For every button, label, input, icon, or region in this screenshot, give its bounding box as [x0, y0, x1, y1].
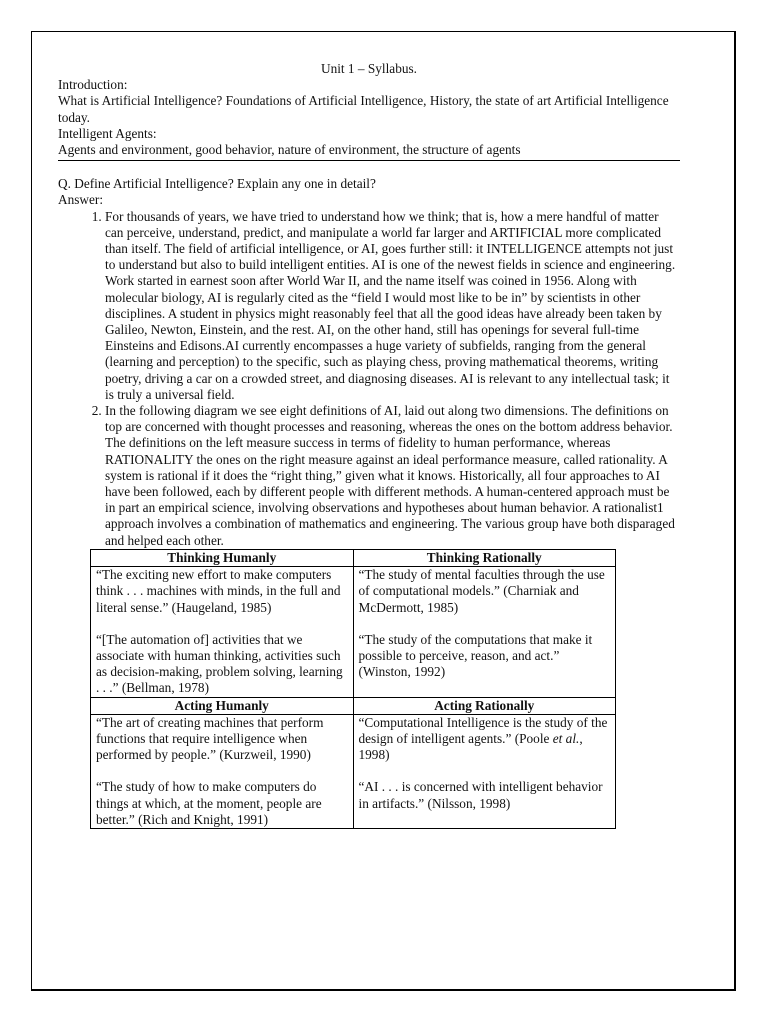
header-acting-humanly: Acting Humanly	[91, 697, 354, 714]
quote-poole-et-al: et al.	[552, 730, 580, 746]
document-content	[58, 61, 680, 829]
table-row-acting	[91, 714, 616, 828]
quote-poole-main: “Computational Intelligence is the study of the design of intelligent agents.” (Poole	[358, 714, 608, 746]
header-thinking-rationally: Thinking Rationally	[353, 549, 616, 566]
quote-winston: “The study of the computations that make it possible to perceive, reason, and act.” (Winston, 1992)	[358, 631, 593, 680]
header-thinking-humanly: Thinking Humanly	[91, 549, 354, 566]
table-row-thinking	[91, 567, 616, 697]
quote-nilsson: “AI . . . is concerned with intelligent behavior in artifacts.” (Nilsson, 1998)	[358, 779, 603, 811]
answer-item-2: 2. In the following diagram we see eight definitions of AI, laid out along two dimensions. The definitions on top are concerned with thought processes and reasoning, whereas the ones on the bottom address behavior. The definitions on the left measure success in terms of fidelity to human performance, whereas RATIONALITY the ones on the right measure against an ideal performance measure, called rationality. A system is rational if it does the “right thing,” given what it knows. Historically, all four approaches to AI have been followed, each by different people with different methods. A human-centered approach must be in part an empirical science, involving observations and hypotheses about human behavior. A rationalist1 approach involves a combination of mathematics and engineering. The various group have both disparaged and helped each other.	[105, 403, 680, 549]
quote-bellman: “[The automation of] activities that we associate with human thinking, activities such as decision-making, problem solving, learning . . .” (Bellman, 1978)	[96, 631, 343, 696]
quote-poole	[359, 715, 611, 764]
question-text: Q. Define Artificial Intelligence? Explain any one in detail?	[58, 176, 376, 192]
syllabus-title: Unit 1 – Syllabus.	[320, 61, 418, 76]
quote-rich-knight: “The study of how to make computers do things at which, at the moment, people are better.” (Rich and Knight, 1991)	[96, 779, 322, 827]
syllabus-line-agents: Intelligent Agents:	[58, 125, 157, 141]
syllabus-line-introduction: Introduction:	[58, 77, 128, 93]
table-header-row-bottom	[91, 697, 616, 714]
quote-charniak: “The study of mental faculties through the use of computational models.” (Charniak and McDermott, 1985)	[358, 567, 605, 615]
ai-definitions-table	[90, 549, 616, 829]
cell-thinking-humanly	[91, 567, 354, 697]
answer-label: Answer:	[58, 192, 104, 208]
answer-list	[58, 209, 680, 549]
answer-item-1: 1. For thousands of years, we have tried to understand how we think; that is, how a mere handful of matter can perceive, understand, predict, and manipulate a world far larger and ARTIFICIAL more complicated than itself. The field of artificial intelligence, or AI, goes further still: it INTELLIGENCE attempts not just to understand but also to build intelligent entities. AI is one of the newest fields in science and engineering. Work started in earnest soon after World War II, and the name itself was coined in 1956. Along with molecular biology, AI is regularly cited as the “field I would most like to be in” by scientists in other disciplines. A student in physics might reasonably feel that all the good ideas have already been taken by Galileo, Newton, Einstein, and the rest. AI, on the other hand, still has openings for several full-time Einsteins and Edisons.AI currently encompasses a huge variety of subfields, ranging from the general (learning and perception) to the specific, such as playing chess, proving mathematical theorems, writing poetry, driving a car on a crowded street, and diagnosing diseases. AI is relevant to any intellectual task; it is truly a universal field.	[105, 209, 680, 403]
table-header-row-top	[91, 549, 616, 566]
syllabus-line-agents-topics: Agents and environment, good behavior, nature of environment, the structure of agents	[58, 142, 521, 158]
header-acting-rationally: Acting Rationally	[353, 697, 616, 714]
cell-acting-humanly	[91, 714, 354, 828]
quote-poole-end: , 1998)	[358, 730, 583, 763]
cell-acting-rationally	[353, 714, 616, 828]
syllabus-line-introduction-topics: What is Artificial Intelligence? Foundations of Artificial Intelligence, History, the state of art Artificial Intelligence today.	[58, 93, 669, 125]
quote-kurzweil: “The art of creating machines that perform functions that require intelligence when performed by people.” (Kurzweil, 1990)	[96, 714, 324, 763]
cell-thinking-rationally	[353, 567, 616, 697]
quote-haugeland: “The exciting new effort to make computers think . . . machines with minds, in the full and literal sense.” (Haugeland, 1985)	[96, 567, 341, 615]
